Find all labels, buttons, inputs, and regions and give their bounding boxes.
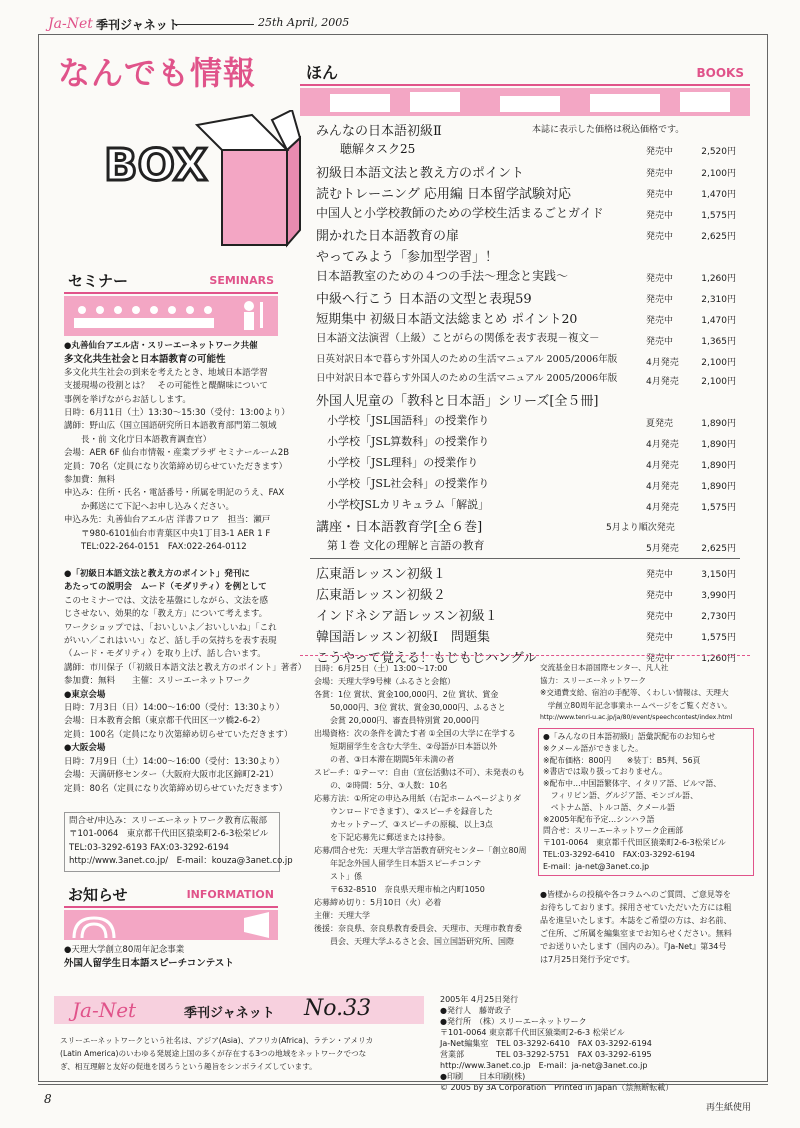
book-row: 読むトレーニング 応用編 日本留学試験対応 発売中 1,470円 [316, 187, 736, 202]
seminar-event-1: ●丸善仙台アエル店・スリーエーネットワーク共催 多文化共生社会と日本語教育の可能性 多文化共生社会の到来を考えたとき、地域日本語学習 支援現場の役割とは？ その可能性と醍醐味について 事例を挙げながらお話しします。 日時：6月11日（土）13:30～15:30（受付：13:00より） 講師：野山広（国立国語研究所日本語教育部門第二領域 長・前 文化庁日本語教育調査官） 会場：AER 6F 仙台市情報・産業プラザ セミナールーム2B 定員：70名（定員になり次第締め切らせていただきます） 参加費：無料 申込み：住所・氏名・電話番号・所属を明記のうえ、FAX か郵送にて下記へお申し込みください。 申込み先：丸善仙台アエル店 洋書フロア 担当：瀬戸 〒980-6101仙台市青葉区中央1丁目3-1 AER 1 F TEL:022-264-0151 FAX:022-264-0112 [64, 341, 290, 553]
page-header [48, 14, 768, 36]
translation-notice-box: ●「みんなの日本語初級Ⅰ」語彙訳配布のお知らせ ※クメール語ができました。 ※配布価格：800円 ※装丁：B5判、56頁 ※書店では取り扱っておりません。 ※配布中…中国語繁体字、イタリア語、ビルマ語、 フィリピン語、グルジア語、モンゴル語、 ベトナム語、トルコ語、クメール語 ※2005年配布予定…シンハラ語 問合せ：スリーエーネットワーク企画部 〒101-0064 東京都千代田区猿楽町2-6-3松栄ビル TEL:03-3292-6410 FAX:03-3292-6194 E-mail：ja-net@3anet.co.jp [538, 728, 754, 876]
book-row: みんなの日本語初級Ⅱ [316, 124, 442, 139]
books-icon [300, 88, 750, 116]
box-title [52, 40, 304, 262]
reader-notice: ●皆様からの投稿や各コラムへのご質問、ご意見等を お待ちしております。採用させていただいた方には粗 品を進呈いたします。本誌をご希望の方は、お名前、 ご住所、ご所属を編集室までお知らせください。無料 でお送りいたします（国内のみ）。『Ja-Net』第34号 は7月25日発行予定です。 [540, 890, 732, 964]
publisher-info: 2005年 4月25日発行 ●発行人 藤嵜政子 ●発行所 （株）スリーエーネットワーク 〒101-0064 東京都千代田区猿楽町2-6-3 松栄ビル Ja-Net編集室 TEL 03-3292-6410 FAX 03-3292-6194 営業部 TEL 03-3292-5751 FAX 03-3292-6195 http://www.3anet.co.jp E-mail：ja-net@3anet.co.jp ●印刷 日本印刷(株) © 2005 by 3A Corporation Printed in Japan（禁無断転載） [440, 995, 674, 1092]
open-box-icon [192, 110, 302, 260]
header-rule [176, 24, 254, 25]
megaphone-icon [64, 910, 278, 940]
recycled-note: 再生紙使用 [706, 1103, 752, 1113]
seminar-contact-box: 問合せ/申込み：スリーエーネットワーク教育広報部 〒101-0064 東京都千代田区猿楽町2-6-3松栄ビル TEL:03-3292-6193 FAX:03-3292-6194 http://www.3anet.co.jp/ E-mail：kouza@3anet.co.jp [64, 812, 280, 872]
book-row: 小学校「JSL社会科」の授業作り 4月発売 1,890円 [316, 477, 736, 492]
box-title-box: BOX [104, 140, 208, 191]
book-row: 講座・日本語教育学[全６巻] 5月より順次発売 [316, 520, 675, 535]
book-row: 小学校「JSL理科」の授業作り 4月発売 1,890円 [316, 456, 736, 471]
information-heading: お知らせ INFORMATION [64, 882, 278, 908]
book-row: 日中対訳日本で暮らす外国人のための生活マニュアル 2005/2006年版 4月発売 2,100円 [316, 373, 736, 387]
footer-magazine: 季刊ジャネット [184, 1006, 275, 1021]
box-title-main: なんでも情報 [58, 54, 257, 92]
book-row: 短期集中 初級日本語文法総まとめ ポイント20 発売中 1,470円 [316, 311, 736, 326]
information-band [64, 910, 278, 940]
books-heading: ほん BOOKS [300, 60, 750, 86]
book-row: 外国人児童の「教科と日本語」シリーズ[全５冊] [316, 394, 599, 409]
book-row: 中級へ行こう 日本語の文型と表現59 発売中 2,310円 [316, 292, 736, 307]
book-row: 初級日本語文法と教え方のポイント 発売中 2,100円 [316, 166, 736, 181]
books-divider [310, 558, 740, 559]
magazine-name: 季刊ジャネット [96, 18, 180, 32]
seminar-event-2: ●「初級日本語文法と教え方のポイント」発刊に あたっての説明会 ムード（モダリティ）を例として このセミナーでは、文法を基盤にしながら、文法を感 じさせない、効果的な「教え方」について考えます。 ワークショップでは、「おいしいよ／おいしいね」「これ がいい／これはいい」など、話し手の気持ちを表す表現 （ムード・モダリティ）を取り上げ、話し合います。 講師：市川保子（「初級日本語文法と教え方のポイント」著者） 参加費：無料 主催：スリーエーネットワーク ●東京会場 日時：7月3日（日）14:00～16:00（受付：13:30より） 会場：日本教育会館（東京都千代田区一ツ橋2-6-2） 定員：100名（定員になり次第締め切らせていただきます） ●大阪会場 日時：7月9日（土）14:00～16:00（受付：13:30より） 会場：天満研修センター（大阪府大阪市北区錦町2-21） 定員：80名（定員になり次第締め切らせていただきます） [64, 569, 307, 794]
book-row: 中国人と小学校教師のための学校生活まるごとガイド 発売中 1,575円 [316, 206, 736, 221]
book-row: 小学校「JSL国語科」の授業作り 夏発売 1,890円 [316, 414, 736, 429]
book-row: 日本語文法演習（上級）ことがらの関係を表す表現－複文－ 発売中 1,365円 [316, 332, 736, 347]
contest-sponsors: 交流基金日本語国際センター、凡人社 協力：スリーエーネットワーク ※交通費支給、宿泊の手配等、くわしい情報は、天理大 学創立80周年記念事業ホームページをご覧ください。 http://www.tenri-u.ac.jp/ja/80/event/speechcontest/index.html [540, 662, 764, 725]
book-row: 日英対訳日本で暮らす外国人のための生活マニュアル 2005/2006年版 4月発売 2,100円 [316, 354, 736, 368]
books-list [316, 120, 736, 666]
ja-net-logo: Ja-Net [48, 16, 93, 32]
book-row: 広東語レッスン初級１ 発売中 3,150円 [316, 567, 736, 582]
issue-date: 25th April, 2005 [258, 16, 350, 29]
book-row: こうやって覚える！もじもじハングル 発売中 1,260円 [316, 651, 736, 666]
bottom-rule [38, 1084, 768, 1085]
book-row: やってみよう「参加型学習」！ [316, 250, 499, 265]
footer-logo: Ja-Net [72, 998, 137, 1022]
books-bottom-rule [300, 655, 750, 656]
price-note: 本誌に表示した価格は税込価格です。 [532, 125, 685, 135]
book-row: インドネシア語レッスン初級１ 発売中 2,730円 [316, 609, 736, 624]
book-row: 聴解タスク25 発売中 2,520円 [316, 142, 736, 157]
book-row: 広東語レッスン初級２ 発売中 3,990円 [316, 588, 736, 603]
seminars-heading: セミナー SEMINARS [64, 268, 278, 294]
seminar-contact-url[interactable]: http://www.3anet.co.jp/ E-mail：kouza@3anet.co.jp [69, 856, 293, 867]
contest-details: 日時：6月25日（土）13:00～17:00 会場：天理大学9号棟（ふるさと会館） 各賞：1位 賞状、賞金100,000円、2位 賞状、賞金 50,000円、3位 賞状、賞金30,000円、ふるさと 会賞 20,000円、審査員特別賞 20,000円 出場資格：次の条件を満たす者 ①全国の大学に在学する 短期留学生を含む大学生、②母語が日本語以外 の者、③日本滞在期間5年未満の者 スピーチ：①テーマ：自由（宣伝活動は不可）、未発表のも の、②時間：5分、③人数：10名 応募方法：①所定の申込み用紙（右記ホームページよりダ ウンロードできます）、②スピーチを録音した カセットテープ、③スピーチの原稿、以上3点 を下記応募先に郵送または持参。 応募/問合せ先：天理大学言語教育研究センター「創立80周 年記念外国人留学生日本語スピーチコンテ スト」係 〒632-8510 奈良県天理市杣之内町1050 応募締め切り：5月10日（火）必着 主催：天理大学 後援：奈良県、奈良県教育委員会、天理市、天理市教育委 員会、天理大学ふるさと会、国立国語研究所、国際 [314, 664, 527, 946]
audience-icon [64, 296, 278, 336]
book-row: 小学校「JSL算数科」の授業作り 4月発売 1,890円 [316, 435, 736, 450]
company-description: スリーエーネットワークという社名は、アジア(Asia)、アフリカ(Africa)、ラテン・アメリカ (Latin America)のいわゆる発展途上国の多くが存在する3つの地域をネットワークでつな ぎ、相互理解と友好の促進を図ろうという趣旨をシンボライズしています。 [60, 1036, 374, 1071]
issue-number: No.33 [304, 996, 372, 1021]
book-row: 韓国語レッスン初級Ⅰ 問題集 発売中 1,575円 [316, 630, 736, 645]
page-number: 8 [44, 1092, 52, 1106]
book-row: 小学校JSLカリキュラム「解説」 4月発売 1,575円 [316, 498, 736, 513]
book-row: 日本語教室のための４つの手法～理念と実践～ 発売中 1,260円 [316, 269, 736, 284]
book-row: 第１巻 文化の理解と言語の教育 5月発売 2,625円 [316, 539, 736, 554]
contest-url[interactable]: http://www.tenri-u.ac.jp/ja/80/event/speechcontest/index.html [540, 714, 733, 721]
seminars-band [64, 296, 278, 336]
information-content: ●天理大学創立80周年記念事業 外国人留学生日本語スピーチコンテスト [64, 945, 234, 970]
books-band [300, 88, 750, 116]
book-row: 開かれた日本語教育の扉 発売中 2,625円 [316, 229, 736, 244]
